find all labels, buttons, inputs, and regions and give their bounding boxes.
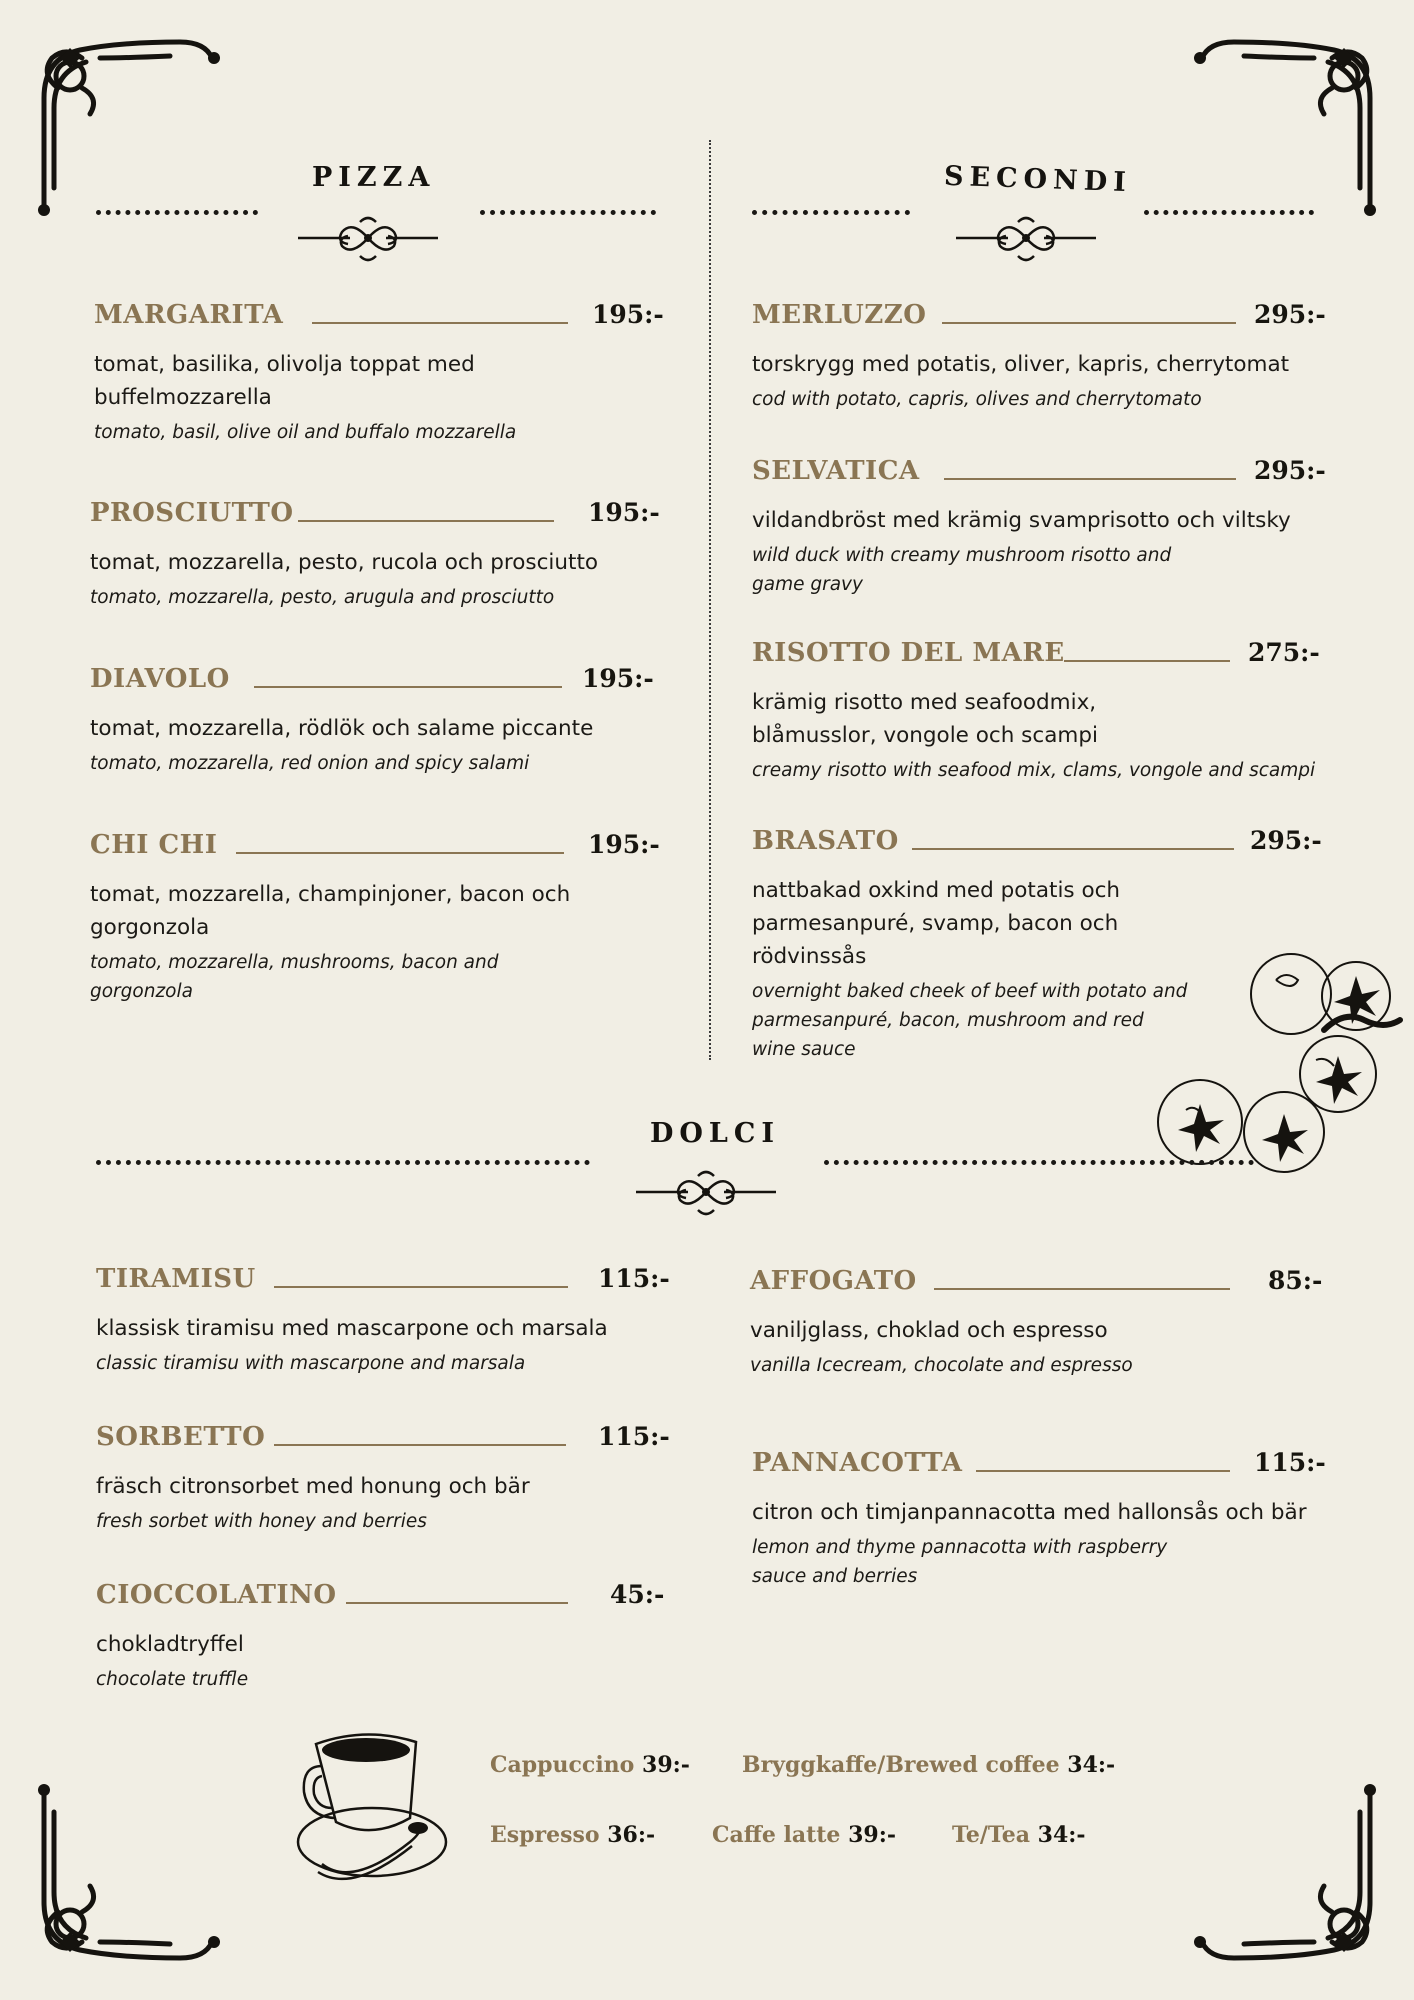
item-name: MARGARITA [94,300,284,330]
item-price: 115:- [598,1264,670,1293]
corner-flourish-icon [30,1782,220,1972]
item-price: 295:- [1250,826,1322,855]
item-description-en: creamy risotto with seafood mix, clams, vongole and scampi [752,760,1316,781]
item-name: CIOCCOLATINO [96,1580,337,1610]
item-rule [944,478,1236,480]
coffee-name: Bryggkaffe/Brewed coffee [742,1752,1060,1778]
item-name: MERLUZZO [752,300,927,330]
item-description-en: tomato, mozzarella, pesto, arugula and prosciutto [90,587,555,608]
divider-dots [480,210,656,215]
item-description-sv: klassisk tiramisu med mascarpone och marsala [96,1316,608,1341]
item-description-en: wild duck with creamy mushroom risotto and game gravy [752,545,1172,595]
item-name: DIAVOLO [90,664,230,694]
menu-item [752,456,1326,599]
item-rule [254,686,562,688]
coffee-price: 34:- [1037,1822,1086,1848]
item-description-en: classic tiramisu with mascarpone and marsala [96,1353,526,1374]
item-description-sv: krämig risotto med seafoodmix, blåmusslor, vongole och scampi [752,690,1098,748]
item-description-sv: vildandbröst med krämig svamprisotto och viltsky [752,508,1291,533]
item-name: RISOTTO DEL MARE [752,638,1065,668]
item-name: PANNACOTTA [752,1448,963,1478]
item-price: 195:- [582,664,654,693]
coffee-item [712,1822,896,1848]
item-rule [346,1602,568,1604]
column-divider [709,140,711,1060]
item-rule [312,322,568,324]
menu-item [90,664,660,778]
section-title-dolci: DOLCI [650,1118,781,1149]
item-name: TIRAMISU [96,1264,256,1294]
item-description-sv: torskrygg med potatis, oliver, kapris, cherrytomat [752,352,1290,377]
item-description-sv: nattbakad oxkind med potatis och parmesanpuré, svamp, bacon och rödvinssås [752,878,1121,969]
menu-item [752,638,1322,785]
item-description-en: vanilla Icecream, chocolate and espresso [750,1355,1133,1376]
corner-flourish-icon [1194,1782,1384,1972]
coffee-price: 34:- [1067,1752,1116,1778]
section-title-pizza: PIZZA [312,162,436,193]
item-name: SORBETTO [96,1422,266,1452]
item-price: 85:- [1268,1266,1323,1295]
divider-dots [96,1160,590,1165]
coffee-cup-illustration-icon [292,1722,452,1900]
coffee-item [490,1752,690,1778]
item-rule [274,1444,566,1446]
item-price: 195:- [588,498,660,527]
menu-item [96,1264,670,1378]
item-description-sv: fräsch citronsorbet med honung och bär [96,1474,530,1499]
coffee-name: Cappuccino [490,1752,635,1778]
item-description-sv: citron och timjanpannacotta med hallonsås och bär [752,1500,1307,1525]
coffee-price: 36:- [607,1822,656,1848]
item-rule [274,1286,568,1288]
item-description-sv: tomat, mozzarella, champinjoner, bacon och gorgonzola [90,882,571,940]
item-price: 45:- [610,1580,665,1609]
item-rule [236,852,564,854]
item-price: 295:- [1254,456,1326,485]
section-title-secondi: SECONDI [943,160,1133,199]
divider-dots [752,210,910,215]
coffee-name: Caffe latte [712,1822,841,1848]
item-description-en: fresh sorbet with honey and berries [96,1511,427,1532]
divider-dots [824,1160,1254,1165]
item-name: PROSCIUTTO [90,498,294,528]
item-description-sv: tomat, basilika, olivolja toppat med buffelmozzarella [94,352,475,410]
corner-flourish-icon [30,28,220,218]
item-description-sv: tomat, mozzarella, rödlök och salame piccante [90,716,594,741]
divider-dots [96,210,258,215]
item-description-en: cod with potato, capris, olives and cherrytomato [752,389,1202,410]
item-price: 275:- [1248,638,1320,667]
scroll-ornament-icon [290,212,446,268]
menu-item [750,1266,1323,1380]
item-description-en: chocolate truffle [96,1669,249,1690]
coffee-item [490,1822,655,1848]
item-rule [934,1288,1230,1290]
coffee-item [952,1822,1086,1848]
item-name: SELVATICA [752,456,920,486]
item-description-en: overnight baked cheek of beef with potato and parmesanpuré, bacon, mushroom and red wine sauce [752,981,1188,1060]
item-description-sv: tomat, mozzarella, pesto, rucola och prosciutto [90,550,599,575]
item-price: 115:- [1254,1448,1326,1477]
coffee-price: 39:- [848,1822,896,1848]
divider-dots [1144,210,1314,215]
corner-flourish-icon [1194,28,1384,218]
item-description-en: tomato, basil, olive oil and buffalo mozzarella [94,422,517,443]
item-rule [298,520,554,522]
menu-item [752,1448,1326,1591]
item-description-en: tomato, mozzarella, red onion and spicy salami [90,753,530,774]
item-price: 115:- [598,1422,670,1451]
item-name: AFFOGATO [750,1266,917,1296]
coffee-item [742,1752,1115,1778]
item-rule [912,848,1234,850]
item-name: BRASATO [752,826,899,856]
coffee-price: 39:- [642,1752,690,1778]
item-rule [1064,660,1230,662]
item-price: 195:- [588,830,660,859]
tomatoes-illustration-icon [1156,950,1404,1180]
item-name: CHI CHI [90,830,218,860]
menu-item [90,498,660,612]
item-description-sv: chokladtryffel [96,1632,244,1657]
item-price: 195:- [592,300,664,329]
item-rule [976,1470,1230,1472]
item-rule [942,322,1236,324]
item-description-en: lemon and thyme pannacotta with raspberry sauce and berries [752,1537,1168,1587]
menu-item [752,300,1326,414]
coffee-name: Te/Tea [952,1822,1030,1848]
item-description-en: tomato, mozzarella, mushrooms, bacon and gorgonzola [90,952,499,1002]
menu-item [94,300,664,447]
menu-item [90,830,660,1006]
menu-item [96,1580,666,1694]
item-description-sv: vaniljglass, choklad och espresso [750,1318,1108,1343]
scroll-ornament-icon [948,212,1104,268]
item-price: 295:- [1254,300,1326,329]
scroll-ornament-icon [628,1166,784,1222]
menu-item [96,1422,670,1536]
coffee-name: Espresso [490,1822,600,1848]
